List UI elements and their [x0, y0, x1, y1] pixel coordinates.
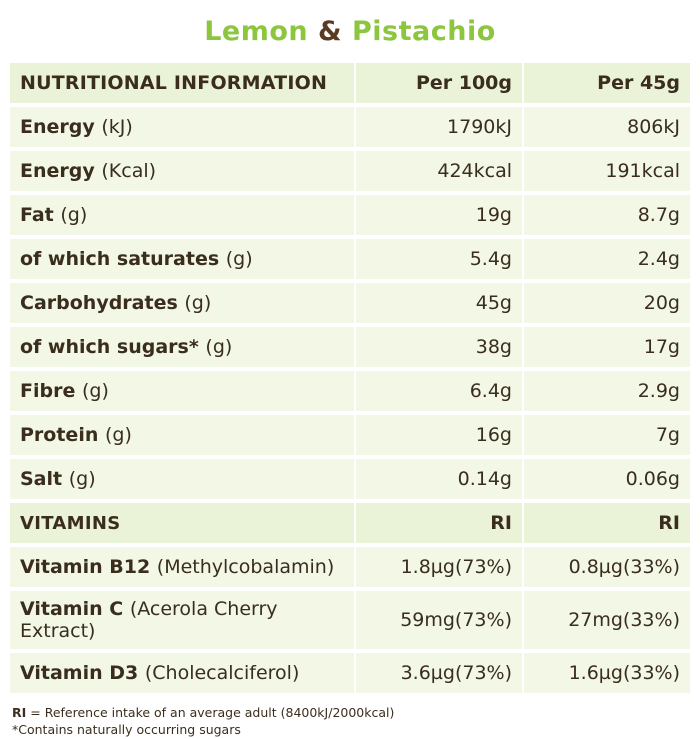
column-header-nutrient: NUTRITIONAL INFORMATION: [10, 63, 354, 103]
row-value-per45g: 7g: [524, 415, 690, 455]
table-row: [10, 327, 690, 367]
row-value-per100g: 1790kJ: [356, 107, 522, 147]
ampersand: &: [318, 16, 343, 47]
row-label-bold: Carbohydrates: [20, 292, 185, 314]
row-label-unit: (g): [205, 336, 233, 358]
product-name-part2: Pistachio: [352, 16, 496, 47]
row-label-unit: (g): [68, 468, 96, 490]
table-row: [10, 107, 690, 147]
row-value-per100g: 5.4g: [356, 239, 522, 279]
row-value-per45g: 17g: [524, 327, 690, 367]
row-label-bold: Protein: [20, 424, 105, 446]
row-value-per100g: 424kcal: [356, 151, 522, 191]
row-label-unit: (Kcal): [101, 160, 157, 182]
row-label-unit: (g): [225, 248, 253, 270]
product-name-part1: Lemon: [204, 16, 309, 47]
vitamins-header-ri-45g: RI: [524, 503, 690, 543]
row-value-per100g: 59mg(73%): [356, 591, 522, 649]
row-label: [10, 107, 354, 147]
row-value-per100g: 1.8µg(73%): [356, 547, 522, 587]
row-value-per100g: 38g: [356, 327, 522, 367]
row-value-per45g: 8.7g: [524, 195, 690, 235]
row-label: [10, 547, 354, 587]
nutrition-table: [8, 59, 692, 697]
column-header-per100g: Per 100g: [356, 63, 522, 103]
row-label: [10, 415, 354, 455]
row-label-bold: Fat: [20, 204, 61, 226]
table-row: [10, 195, 690, 235]
row-label: [10, 459, 354, 499]
table-row: [10, 653, 690, 693]
row-label: [10, 239, 354, 279]
row-label: [10, 327, 354, 367]
vitamins-header-ri-100g: RI: [356, 503, 522, 543]
row-label-source: (Methylcobalamin): [156, 556, 335, 578]
row-label: [10, 653, 354, 693]
table-row: [10, 371, 690, 411]
row-label-unit: (g): [104, 424, 132, 446]
row-value-per100g: 0.14g: [356, 459, 522, 499]
row-value-per45g: 1.6µg(33%): [524, 653, 690, 693]
row-label: [10, 283, 354, 323]
vitamins-header-label: VITAMINS: [10, 503, 354, 543]
page-title: [8, 10, 692, 59]
row-label-bold: Vitamin B12: [20, 556, 157, 578]
row-value-per45g: 806kJ: [524, 107, 690, 147]
row-value-per45g: 27mg(33%): [524, 591, 690, 649]
row-label-unit: (kJ): [101, 116, 133, 138]
table-body: [10, 63, 690, 693]
ri-description: = Reference intake of an average adult (8400kJ/2000kcal): [26, 705, 395, 720]
column-header-per45g: Per 45g: [524, 63, 690, 103]
row-label-unit: (g): [60, 204, 88, 226]
table-header-row: [10, 63, 690, 103]
row-value-per45g: 2.4g: [524, 239, 690, 279]
row-label-unit: (g): [184, 292, 212, 314]
table-row: [10, 591, 690, 649]
row-label-bold: Vitamin C: [20, 598, 130, 620]
row-value-per45g: 191kcal: [524, 151, 690, 191]
row-label-bold: Vitamin D3: [20, 662, 145, 684]
row-label: [10, 195, 354, 235]
row-label-bold: Fibre: [20, 380, 82, 402]
row-value-per100g: 45g: [356, 283, 522, 323]
row-label-source: (Cholecalciferol): [144, 662, 300, 684]
row-value-per45g: 20g: [524, 283, 690, 323]
row-label-source: (Acerola Cherry Extract): [20, 598, 278, 642]
row-label-bold: Salt: [20, 468, 69, 490]
row-value-per100g: 6.4g: [356, 371, 522, 411]
row-value-per45g: 2.9g: [524, 371, 690, 411]
table-row: [10, 151, 690, 191]
row-label-bold: of which sugars*: [20, 336, 206, 358]
row-label-bold: of which saturates: [20, 248, 226, 270]
row-value-per100g: 3.6µg(73%): [356, 653, 522, 693]
table-row: [10, 239, 690, 279]
row-label: [10, 151, 354, 191]
ri-abbreviation: RI: [12, 705, 27, 720]
ri-footnote: [12, 705, 692, 722]
row-value-per45g: 0.8µg(33%): [524, 547, 690, 587]
table-row: [10, 415, 690, 455]
table-row: [10, 547, 690, 587]
row-value-per100g: 19g: [356, 195, 522, 235]
sugars-footnote: *Contains naturally occurring sugars: [12, 721, 241, 737]
vitamins-header-row: [10, 503, 690, 543]
table-row: [10, 459, 690, 499]
row-value-per45g: 0.06g: [524, 459, 690, 499]
row-label-bold: Energy: [20, 116, 102, 138]
row-label-bold: Energy: [20, 160, 102, 182]
table-row: [10, 283, 690, 323]
footnotes: [8, 705, 692, 739]
row-label: [10, 591, 354, 649]
row-value-per100g: 16g: [356, 415, 522, 455]
row-label-unit: (g): [81, 380, 109, 402]
row-label: [10, 371, 354, 411]
